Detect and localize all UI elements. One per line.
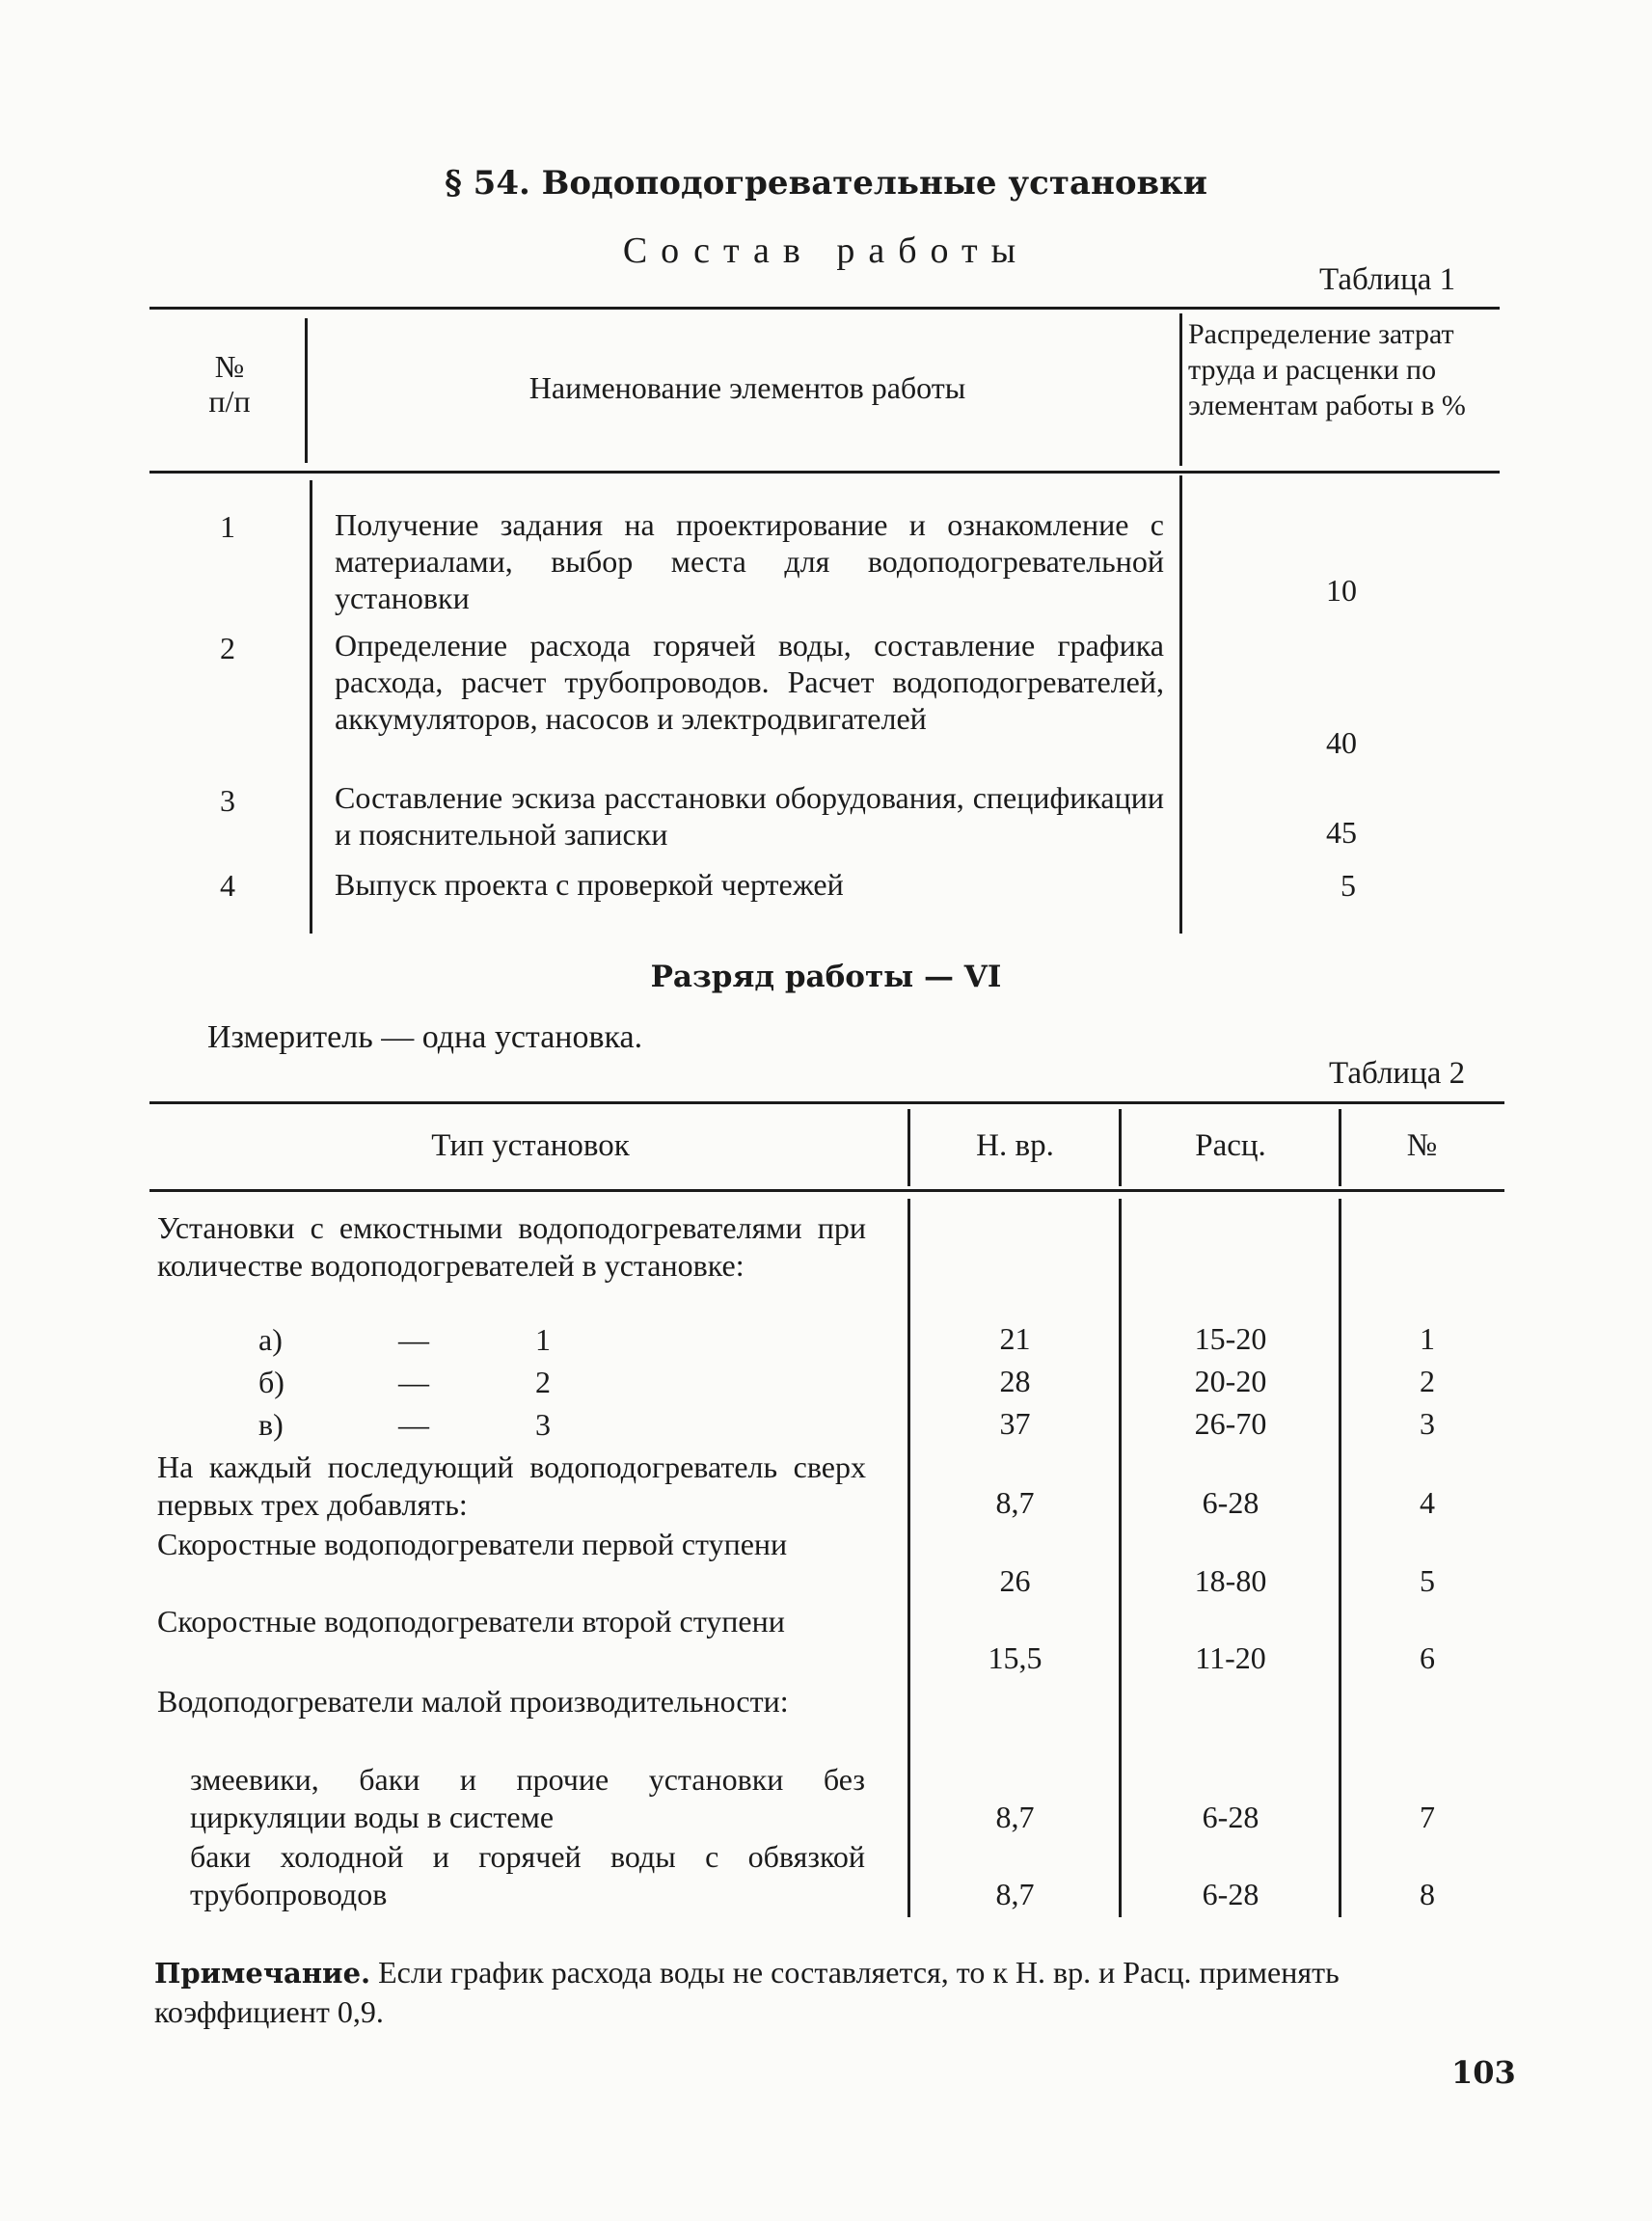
table2-col-number-header: № [1406,1128,1438,1163]
table2-number-value: 1 [1420,1321,1435,1356]
table2-time-value: 15,5 [988,1640,1043,1675]
table2-time-value: 26 [999,1563,1031,1598]
table1-percent: 10 [1326,573,1357,608]
table1-row-number: 2 [220,631,235,665]
table2-col-type-header: Тип установок [431,1128,630,1163]
table2-col-time-header: Н. вр. [976,1128,1054,1163]
table2-divider [907,1199,910,1917]
table2-header-rule [149,1189,1504,1192]
table2-rate-value: 18-80 [1194,1563,1267,1598]
page-number: 103 [1451,2054,1516,2091]
table2-row-text: змеевики, баки и прочие установки без циркуляции воды в системе [190,1762,865,1834]
table2-row-text: На каждый последующий водоподогреватель сверх первых трех добавлять: [157,1449,866,1522]
table2-number-value: 3 [1420,1406,1435,1441]
table1-col-name-header: Наименование элементов работы [528,370,966,405]
table2-time-value: 37 [999,1406,1031,1441]
table2-number-value: 4 [1420,1485,1435,1520]
table1-divider [1179,475,1182,934]
table2-time-value: 8,7 [995,1800,1035,1834]
table2-col-rate-header: Расц. [1195,1128,1266,1163]
table2-rate-value: 15-20 [1194,1321,1267,1356]
table1-percent: 5 [1341,868,1356,903]
table1-row-text: Определение расхода горячей воды, составление графика расхода, расчет трубопроводов. Расчет водоподогревателей, аккумуляторов, насосов и электродвигателей [335,628,1164,736]
table2-number-value: 7 [1420,1800,1435,1834]
table1-row-number: 4 [220,868,235,903]
table2-row-dash: — [398,1407,429,1442]
table2-row-dash: — [398,1322,429,1357]
table2-row-letter: б) [258,1365,284,1399]
table2-rate-value: 6-28 [1202,1877,1259,1911]
table2-row-dash: — [398,1365,429,1399]
table2-rate-value: 26-70 [1194,1406,1267,1441]
table1-row-text: Составление эскиза расстановки оборудования, спецификации и пояснительной записки [335,780,1164,852]
table1-label: Таблица 1 [1319,262,1456,297]
table1-divider [310,480,312,934]
table2-rate-value: 6-28 [1202,1485,1259,1520]
table2-row-count: 1 [535,1322,551,1357]
table1-percent: 40 [1326,725,1357,760]
table1-col-distribution-header: Распределение затрат труда и расценки по элементам работы в % [1188,318,1466,421]
table1-header-rule [149,471,1500,474]
table1-row-number: 1 [220,509,235,544]
table2-time-value: 28 [999,1364,1031,1398]
table2-group-header: Водоподогреватели малой производительности: [157,1684,789,1719]
table1-row-text: Выпуск проекта с проверкой чертежей [335,867,844,902]
table2-group-intro: Установки с емкостными водоподогревателями при количестве водоподогревателей в установке: [157,1210,866,1283]
table2-top-rule [149,1101,1504,1104]
table2-time-value: 21 [999,1321,1031,1356]
table1-divider [1179,313,1182,466]
section-title: § 54. Водоподогревательные установки [445,164,1207,203]
table2-time-value: 8,7 [995,1485,1035,1520]
note-text: Если график расхода воды не составляется, то к Н. вр. и Расц. применять коэффициент 0,9. [154,1955,1340,2029]
table2-row-text: Скоростные водоподогреватели второй ступени [157,1604,785,1639]
table2-divider [1339,1109,1341,1186]
measurement-unit: Измеритель — одна установка. [207,1019,643,1055]
table2-number-value: 2 [1420,1364,1435,1398]
table1-col-number-header: № п/п [208,349,251,419]
table2-number-value: 6 [1420,1640,1435,1675]
table2-row-text: баки холодной и горячей воды с обвязкой трубопроводов [190,1839,865,1911]
table2-divider [1119,1109,1122,1186]
table1-percent: 45 [1326,815,1357,850]
note-label: Примечание. [154,1957,371,1990]
table2-label: Таблица 2 [1329,1056,1466,1091]
table2-rate-value: 20-20 [1194,1364,1267,1398]
table1-row-number: 3 [220,783,235,818]
table2-row-count: 3 [535,1407,551,1442]
table2-row-letter: а) [258,1322,283,1357]
work-rank: Разряд работы — VI [650,960,1002,994]
table2-divider [907,1109,910,1186]
table2-row-text: Скоростные водоподогреватели первой ступени [157,1527,788,1561]
table2-row-count: 2 [535,1365,551,1399]
note [154,1953,1504,2031]
table2-row-letter: в) [258,1407,284,1442]
section-subtitle: Состав работы [622,230,1030,271]
table2-number-value: 8 [1420,1877,1435,1911]
table1-row-text: Получение задания на проектирование и ознакомление с материалами, выбор места для водоподогревательной установки [335,507,1164,615]
table2-divider [1119,1199,1122,1917]
table2-rate-value: 11-20 [1195,1640,1266,1675]
table2-rate-value: 6-28 [1202,1800,1259,1834]
table2-number-value: 5 [1420,1563,1435,1598]
table2-time-value: 8,7 [995,1877,1035,1911]
table2-divider [1339,1199,1341,1917]
table1-divider [305,318,308,463]
table1-top-rule [149,307,1500,310]
